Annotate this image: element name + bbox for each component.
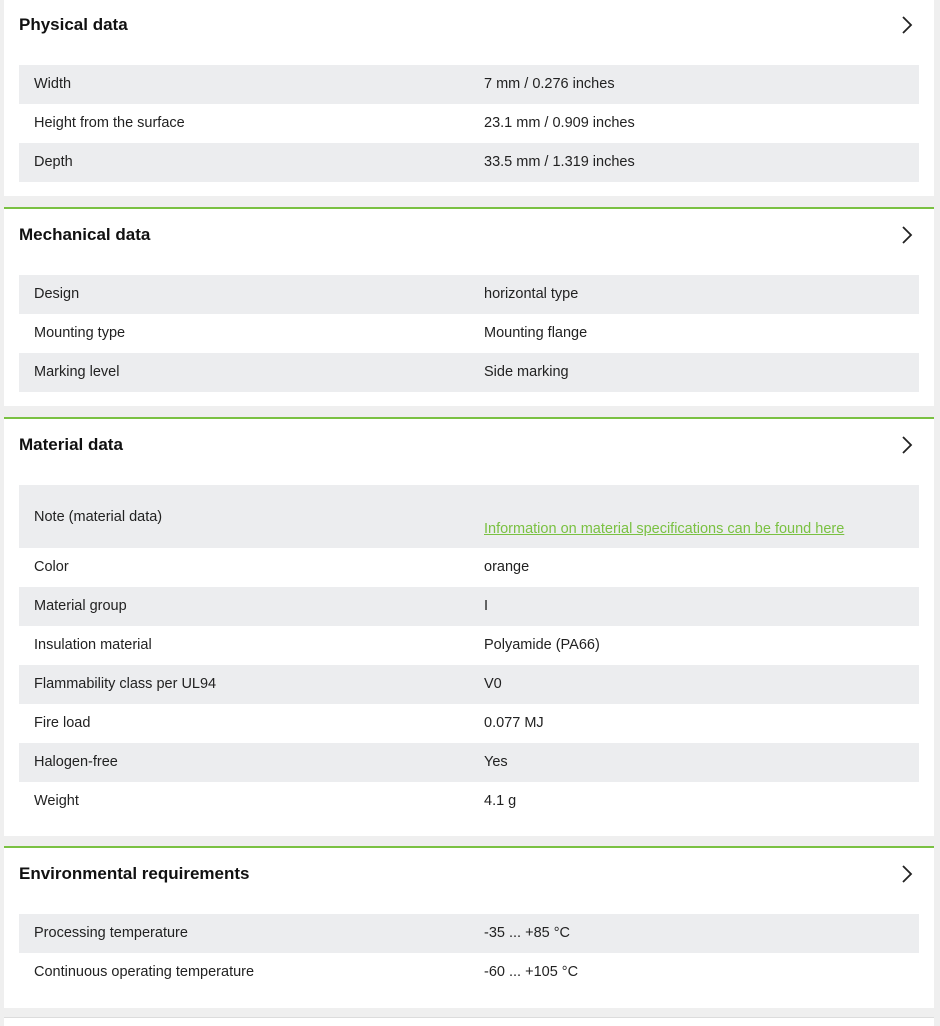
row-value: V0 [484, 676, 502, 692]
row-label: Processing temperature [34, 925, 188, 941]
table-row [19, 587, 919, 626]
row-label: Insulation material [34, 637, 152, 653]
row-label: Note (material data) [34, 509, 163, 525]
row-value: 23.1 mm / 0.909 inches [484, 115, 635, 131]
row-label: Design [34, 286, 80, 302]
table-row [19, 743, 919, 782]
row-value: I [484, 598, 489, 614]
environmental-requirements-header[interactable] [4, 849, 934, 899]
chevron-right-icon[interactable] [900, 434, 914, 456]
mechanical-data-header[interactable] [4, 210, 934, 260]
section-title: Material data [19, 435, 123, 454]
table-row [19, 353, 919, 392]
row-value: 4.1 g [484, 793, 517, 809]
row-value: horizontal type [484, 286, 579, 302]
row-value: orange [484, 559, 530, 575]
row-value: 0.077 MJ [484, 715, 544, 731]
table-row [19, 665, 919, 704]
physical-data-panel [4, 0, 934, 196]
mechanical-data-panel [4, 207, 934, 406]
table-row [19, 143, 919, 182]
environmental-requirements-table [19, 914, 919, 992]
table-row [19, 953, 919, 992]
row-label: Continuous operating temperature [34, 964, 255, 980]
chevron-right-icon[interactable] [900, 863, 914, 885]
row-label: Depth [34, 154, 73, 170]
table-row [19, 626, 919, 665]
material-data-panel [4, 417, 934, 836]
table-row [19, 485, 919, 548]
row-label: Halogen-free [34, 754, 118, 770]
row-label: Mounting type [34, 325, 126, 341]
material-specifications-link[interactable]: Information on material specifications can be found here [484, 521, 845, 537]
table-row [19, 65, 919, 104]
table-row [19, 704, 919, 743]
row-label: Weight [34, 793, 79, 809]
row-value: -35 ... +85 °C [484, 925, 570, 941]
row-value: Mounting flange [484, 325, 588, 341]
section-title: Mechanical data [19, 225, 151, 244]
table-row [19, 914, 919, 953]
chevron-right-icon[interactable] [900, 14, 914, 36]
row-label: Flammability class per UL94 [34, 676, 217, 692]
material-data-header[interactable] [4, 420, 934, 470]
table-row [19, 314, 919, 353]
row-value: Side marking [484, 364, 569, 380]
physical-data-header[interactable] [4, 0, 934, 50]
chevron-right-icon[interactable] [900, 224, 914, 246]
row-label: Material group [34, 598, 127, 614]
mechanical-data-table [19, 275, 919, 392]
physical-data-table [19, 65, 919, 182]
table-row [19, 275, 919, 314]
row-value: 33.5 mm / 1.319 inches [484, 154, 635, 170]
row-label: Color [34, 559, 69, 575]
table-row [19, 782, 919, 821]
table-row [19, 548, 919, 587]
section-title: Environmental requirements [19, 864, 250, 883]
environmental-requirements-panel [4, 846, 934, 1008]
row-value: -60 ... +105 °C [484, 964, 579, 980]
row-label: Fire load [34, 715, 91, 731]
row-label: Height from the surface [34, 115, 185, 131]
row-value: 7 mm / 0.276 inches [484, 76, 615, 92]
row-label: Marking level [34, 364, 120, 380]
row-value: Yes [484, 754, 508, 770]
row-label: Width [34, 76, 72, 92]
table-row [19, 104, 919, 143]
material-data-table [19, 485, 919, 821]
row-value: Polyamide (PA66) [484, 637, 600, 653]
section-title: Physical data [19, 15, 128, 34]
